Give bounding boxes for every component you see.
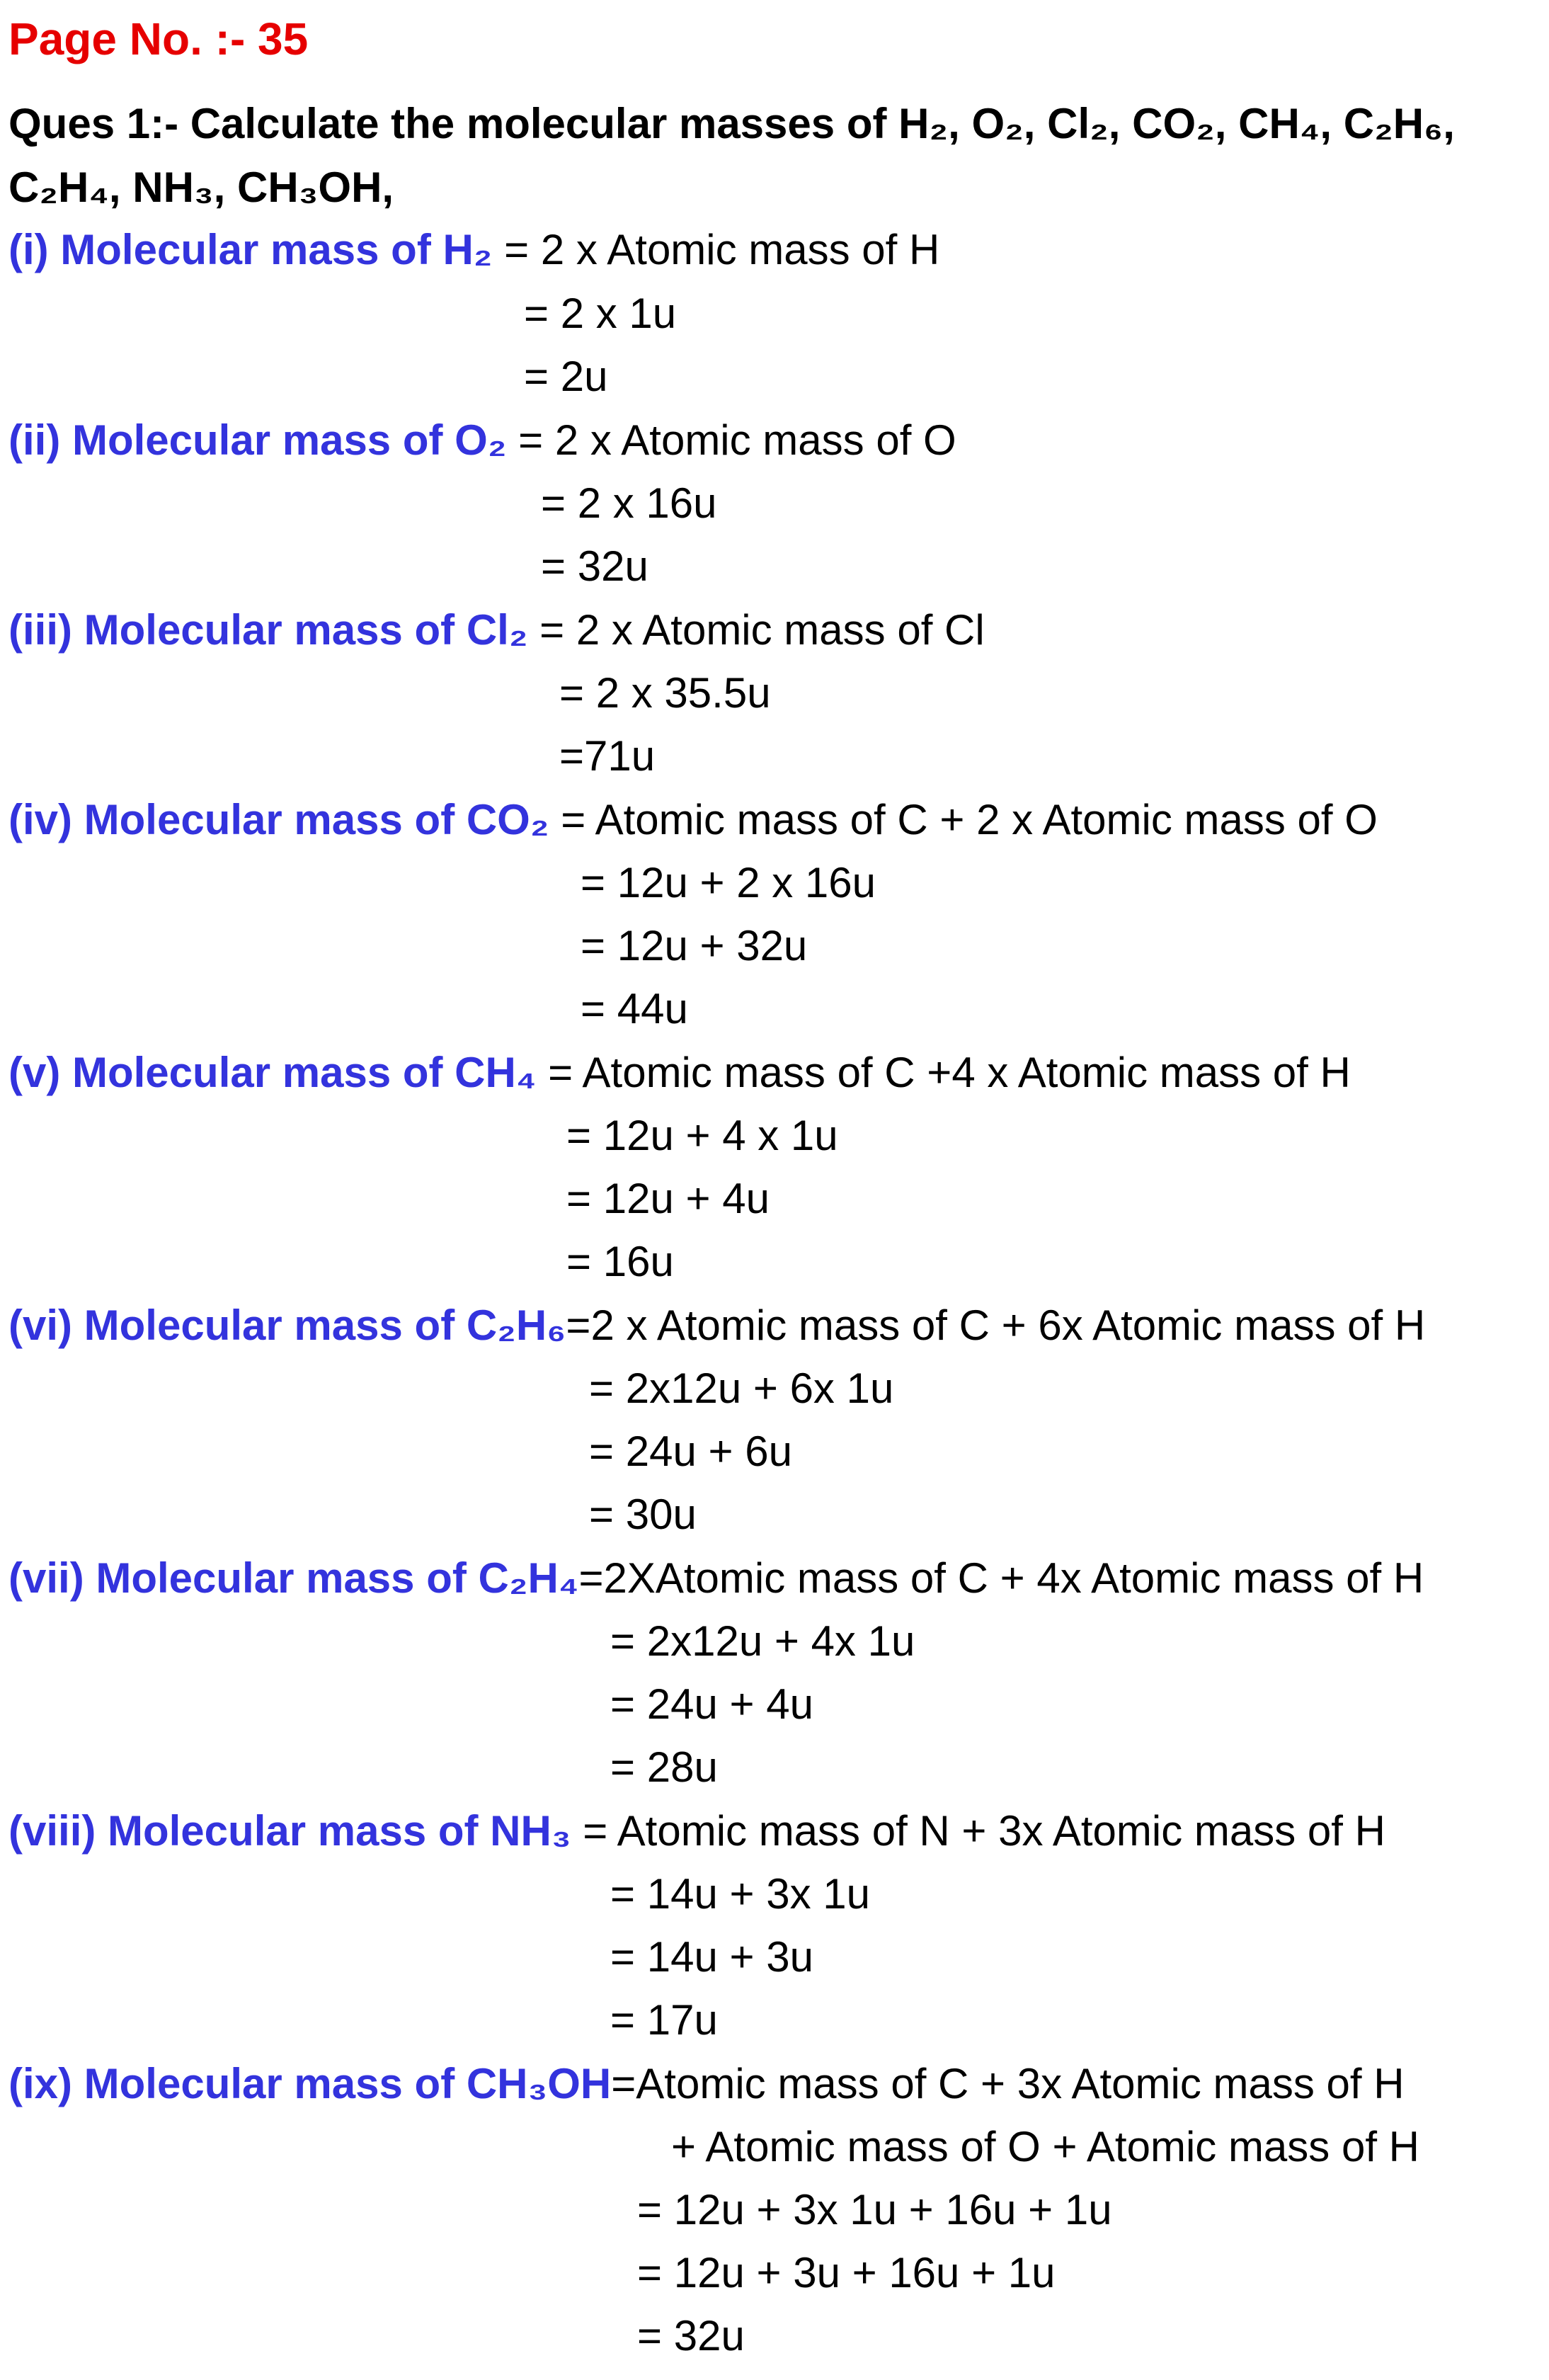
item-9-step-3: = 32u xyxy=(637,2312,745,2359)
item-6-line xyxy=(8,1294,1425,1357)
item-5-step-3: = 16u xyxy=(566,1238,674,1285)
item-9-continuation: + Atomic mass of O + Atomic mass of H xyxy=(671,2123,1420,2170)
item-1-line xyxy=(8,218,939,282)
item-8-step-1: = 14u + 3x 1u xyxy=(610,1870,870,1918)
item-8-first: = Atomic mass of N + 3x Atomic mass of H xyxy=(583,1807,1385,1855)
item-3-step-2: =71u xyxy=(559,732,656,780)
question-line-2: C₂H₄, NH₃, CH₃OH, xyxy=(8,164,394,211)
item-2-first: = 2 x Atomic mass of O xyxy=(518,416,956,464)
item-7-first: =2XAtomic mass of C + 4x Atomic mass of H xyxy=(578,1554,1424,1602)
item-1-step-2: = 2u xyxy=(524,353,608,400)
item-5-step-1: = 12u + 4 x 1u xyxy=(566,1112,838,1159)
item-7-step-1: = 2x12u + 4x 1u xyxy=(610,1617,915,1665)
item-6-step-2: = 24u + 6u xyxy=(589,1428,792,1475)
item-6-step-3: = 30u xyxy=(589,1491,697,1538)
item-5-step-2: = 12u + 4u xyxy=(566,1175,770,1222)
item-8-step-2: = 14u + 3u xyxy=(610,1933,813,1981)
item-6-label: (vi) Molecular mass of C₂H₆ xyxy=(8,1302,566,1349)
item-9-label: (ix) Molecular mass of CH₃OH xyxy=(8,2060,612,2107)
item-4-step-1: = 12u + 2 x 16u xyxy=(581,859,876,906)
question-line-1 xyxy=(8,92,1455,156)
item-4-label: (iv) Molecular mass of CO₂ xyxy=(8,796,549,843)
item-5-first: = Atomic mass of C +4 x Atomic mass of H xyxy=(548,1049,1351,1096)
question-prefix: Ques 1:- Calculate the molecular masses of xyxy=(8,100,899,147)
item-2-label: (ii) Molecular mass of O₂ xyxy=(8,416,507,464)
item-9-step-2: = 12u + 3u + 16u + 1u xyxy=(637,2249,1056,2296)
item-7-step-2: = 24u + 4u xyxy=(610,1680,813,1728)
item-8-step-3: = 17u xyxy=(610,1996,718,2044)
item-3-line xyxy=(8,598,985,662)
item-7-step-3: = 28u xyxy=(610,1743,718,1791)
item-9-step-1: = 12u + 3x 1u + 16u + 1u xyxy=(637,2186,1112,2233)
item-4-step-3: = 44u xyxy=(581,985,688,1032)
item-2-line xyxy=(8,409,956,472)
item-8-label: (viii) Molecular mass of NH₃ xyxy=(8,1807,571,1855)
item-7-label: (vii) Molecular mass of C₂H₄ xyxy=(8,1554,579,1602)
item-3-step-1: = 2 x 35.5u xyxy=(559,669,771,717)
item-5-label: (v) Molecular mass of CH₄ xyxy=(8,1049,537,1096)
item-6-first: =2 x Atomic mass of C + 6x Atomic mass of H xyxy=(566,1302,1426,1349)
item-4-first: = Atomic mass of C + 2 x Atomic mass of O xyxy=(561,796,1378,843)
item-3-label: (iii) Molecular mass of Cl₂ xyxy=(8,606,528,654)
item-9-first: =Atomic mass of C + 3x Atomic mass of H xyxy=(611,2060,1405,2107)
item-3-first: = 2 x Atomic mass of Cl xyxy=(539,606,985,654)
item-1-first: = 2 x Atomic mass of H xyxy=(504,226,940,273)
item-1-step-1: = 2 x 1u xyxy=(524,290,677,337)
item-4-step-2: = 12u + 32u xyxy=(581,922,808,969)
page-heading: Page No. :- 35 xyxy=(8,13,309,64)
item-2-step-1: = 2 x 16u xyxy=(541,479,717,527)
item-4-line xyxy=(8,788,1378,852)
question-formulas: H₂, O₂, Cl₂, CO₂, CH₄, C₂H₆, xyxy=(898,100,1455,147)
item-6-step-1: = 2x12u + 6x 1u xyxy=(589,1365,894,1412)
item-2-step-2: = 32u xyxy=(541,542,648,590)
item-5-line xyxy=(8,1041,1351,1105)
item-7-line xyxy=(8,1547,1424,1610)
item-1-label: (i) Molecular mass of H₂ xyxy=(8,226,493,273)
item-9-line xyxy=(8,2052,1405,2116)
item-8-line xyxy=(8,1799,1385,1863)
